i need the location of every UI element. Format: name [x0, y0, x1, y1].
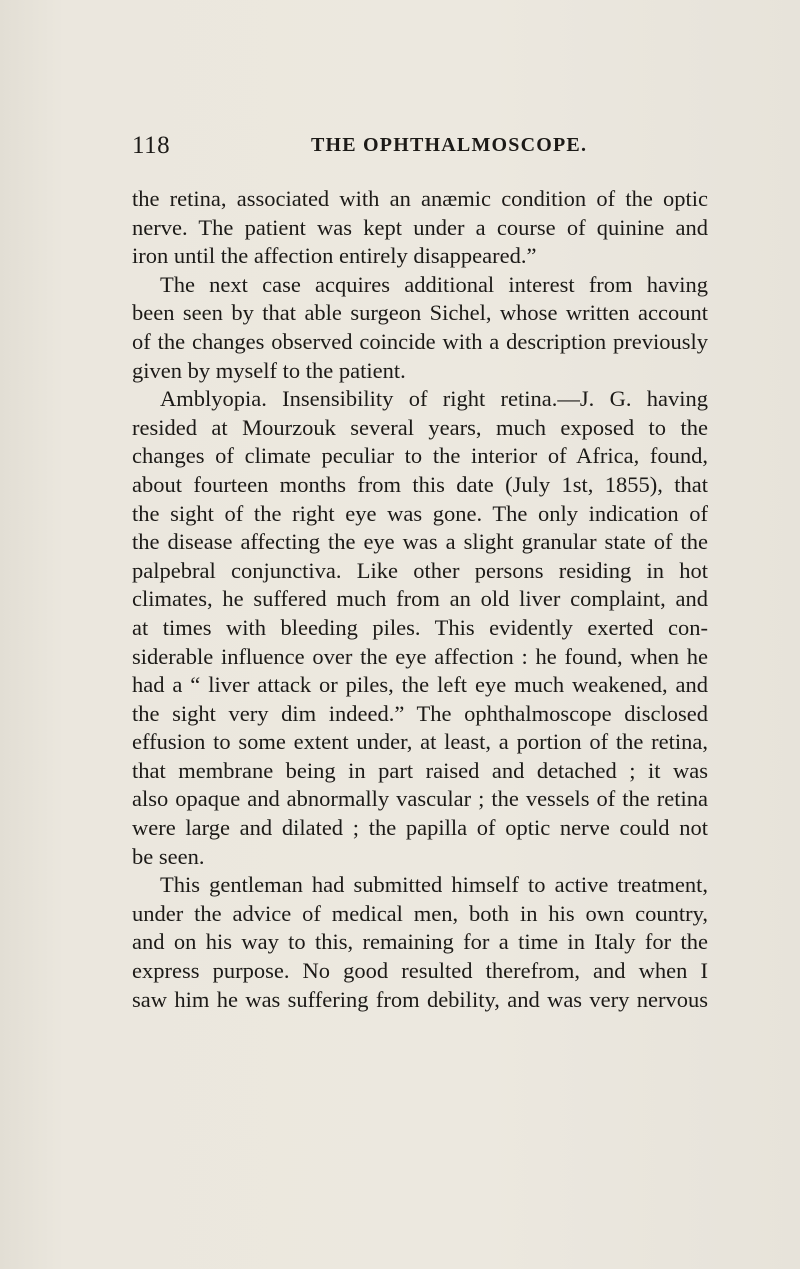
text-line: at times with bleeding piles. This evidently exerted con-	[132, 614, 708, 640]
text-line: saw him he was suffering from debility, and was very nervous	[132, 986, 708, 1012]
text-line: siderable influence over the eye affection : he found, when he	[132, 643, 708, 669]
text-line: effusion to some extent under, at least, a portion of the retina,	[132, 729, 708, 755]
text-line: of the changes observed coincide with a description previously	[132, 328, 708, 354]
page-header	[132, 132, 692, 162]
text-line: also opaque and abnormally vascular ; the vessels of the retina	[132, 786, 708, 812]
text-line: nerve. The patient was kept under a course of quinine and	[132, 214, 708, 240]
text-line: were large and dilated ; the papilla of optic nerve could not	[132, 815, 708, 841]
body-text	[132, 185, 708, 1014]
text-line: iron until the affection entirely disappeared.”	[132, 243, 537, 269]
text-line: The next case acquires additional interest from having	[160, 271, 708, 297]
text-line: resided at Mourzouk several years, much exposed to the	[132, 414, 708, 440]
text-line: palpebral conjunctiva. Like other persons residing in hot	[132, 557, 708, 583]
text-line: the disease affecting the eye was a slight granular state of the	[132, 529, 708, 555]
text-line: changes of climate peculiar to the interior of Africa, found,	[132, 443, 708, 469]
text-line: the sight of the right eye was gone. The only indication of	[132, 500, 708, 526]
text-line: be seen.	[132, 843, 205, 869]
text-line: climates, he suffered much from an old liver complaint, and	[132, 586, 708, 612]
text-line: had a “ liver attack or piles, the left eye much weakened, and	[132, 672, 708, 698]
text-line: under the advice of medical men, both in his own country,	[132, 900, 708, 926]
text-line: the retina, associated with an anæmic condition of the optic	[132, 186, 708, 211]
text-line: This gentleman had submitted himself to active treatment,	[160, 872, 708, 898]
text-line: been seen by that able surgeon Sichel, whose written account	[132, 300, 708, 326]
text-line: the sight very dim indeed.” The ophthalmoscope disclosed	[132, 700, 708, 726]
text-line: express purpose. No good resulted therefrom, and when I	[132, 958, 708, 984]
text-line: Amblyopia. Insensibility of right retina.—J. G. having	[160, 386, 708, 412]
text-line: about fourteen months from this date (July 1st, 1855), that	[132, 471, 708, 497]
text-line: given by myself to the patient.	[132, 357, 406, 383]
running-head: THE OPHTHALMOSCOPE.	[311, 134, 588, 156]
text-line: and on his way to this, remaining for a time in Italy for the	[132, 929, 708, 955]
text-line: that membrane being in part raised and detached ; it was	[132, 757, 708, 783]
page-number: 118	[132, 132, 171, 159]
